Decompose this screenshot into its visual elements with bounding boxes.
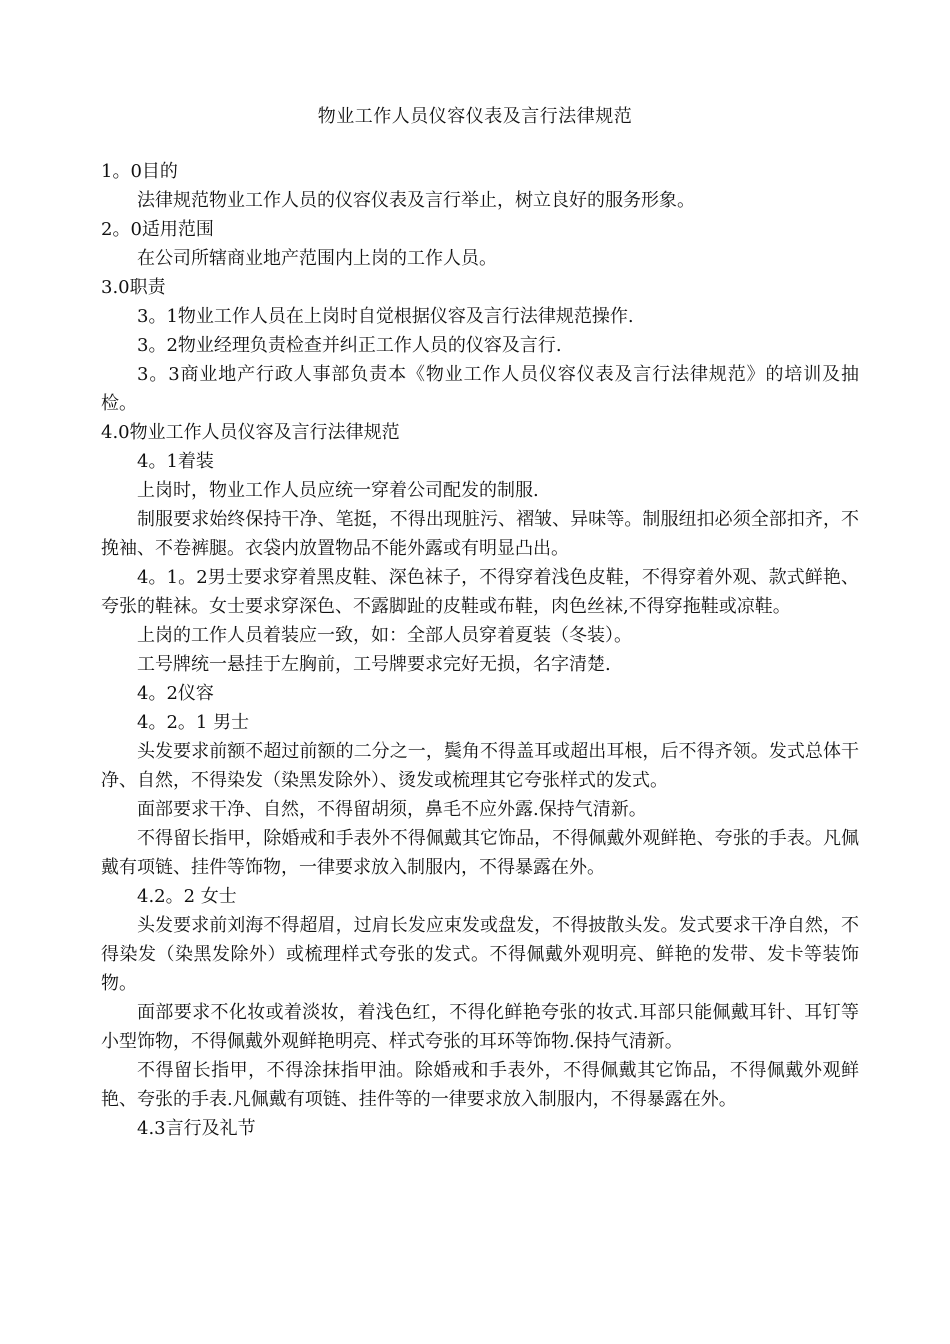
body-paragraph: 面部要求不化妆或着淡妆，着浅色红，不得化鲜艳夸张的妆式.耳部只能佩戴耳针、耳钉等小型饰物，不得佩戴外观鲜艳明亮、样式夸张的耳环等饰物.保持气清新。 [101, 1002, 859, 1052]
section-heading: 4.0物业工作人员仪容及言行法律规范 [101, 422, 400, 443]
document-title: 物业工作人员仪容仪表及言行法律规范 [317, 106, 633, 127]
section-heading: 1。0目的 [101, 161, 178, 182]
body-paragraph: 4。1着装 [137, 451, 214, 472]
body-paragraph: 上岗的工作人员着装应一致，如：全部人员穿着夏装（冬装）。 [137, 625, 632, 646]
body-paragraph: 4。2仪容 [137, 683, 214, 704]
body-paragraph: 4。2。1 男士 [137, 712, 250, 733]
body-paragraph: 不得留长指甲，不得涂抹指甲油。除婚戒和手表外，不得佩戴其它饰品，不得佩戴外观鲜艳、夸张的手表.凡佩戴有项链、挂件等的一律要求放入制服内，不得暴露在外。 [101, 1060, 859, 1110]
body-paragraph: 3。1物业工作人员在上岗时自觉根据仪容及言行法律规范操作. [137, 306, 634, 327]
body-paragraph: 4.3言行及礼节 [137, 1118, 256, 1139]
body-paragraph: 4。1。2男士要求穿着黑皮鞋、深色袜子，不得穿着浅色皮鞋，不得穿着外观、款式鲜艳、夸张的鞋袜。女士要求穿深色、不露脚趾的皮鞋或布鞋，肉色丝袜,不得穿拖鞋或凉鞋。 [101, 567, 859, 617]
body-paragraph: 3。3商业地产行政人事部负责本《物业工作人员仪容仪表及言行法律规范》的培训及抽检。 [101, 364, 859, 414]
body-paragraph: 不得留长指甲，除婚戒和手表外不得佩戴其它饰品，不得佩戴外观鲜艳、夸张的手表。凡佩戴有项链、挂件等饰物，一律要求放入制服内，不得暴露在外。 [101, 828, 859, 878]
body-paragraph: 在公司所辖商业地产范围内上岗的工作人员。 [137, 248, 497, 269]
body-paragraph: 头发要求前刘海不得超眉，过肩长发应束发或盘发，不得披散头发。发式要求干净自然，不得染发（染黑发除外）或梳理样式夸张的发式。不得佩戴外观明亮、鲜艳的发带、发卡等装饰物。 [101, 915, 859, 994]
document-body [101, 157, 859, 1143]
section-heading: 2。0适用范围 [101, 219, 214, 240]
body-paragraph: 法律规范物业工作人员的仪容仪表及言行举止，树立良好的服务形象。 [137, 190, 695, 211]
body-paragraph: 面部要求干净、自然，不得留胡须，鼻毛不应外露.保持气清新。 [137, 799, 647, 820]
section-heading: 3.0职责 [101, 277, 166, 298]
body-paragraph: 4.2。2 女士 [137, 886, 237, 907]
body-paragraph: 3。2物业经理负责检查并纠正工作人员的仪容及言行. [137, 335, 562, 356]
body-paragraph: 上岗时，物业工作人员应统一穿着公司配发的制服. [137, 480, 539, 501]
body-paragraph: 制服要求始终保持干净、笔挺，不得出现脏污、褶皱、异味等。制服纽扣必须全部扣齐，不挽袖、不卷裤腿。衣袋内放置物品不能外露或有明显凸出。 [101, 509, 859, 559]
body-paragraph: 头发要求前额不超过前额的二分之一，鬓角不得盖耳或超出耳根，后不得齐领。发式总体干净、自然，不得染发（染黑发除外）、烫发或梳理其它夸张样式的发式。 [101, 741, 859, 791]
body-paragraph: 工号牌统一悬挂于左胸前，工号牌要求完好无损，名字清楚. [137, 654, 611, 675]
